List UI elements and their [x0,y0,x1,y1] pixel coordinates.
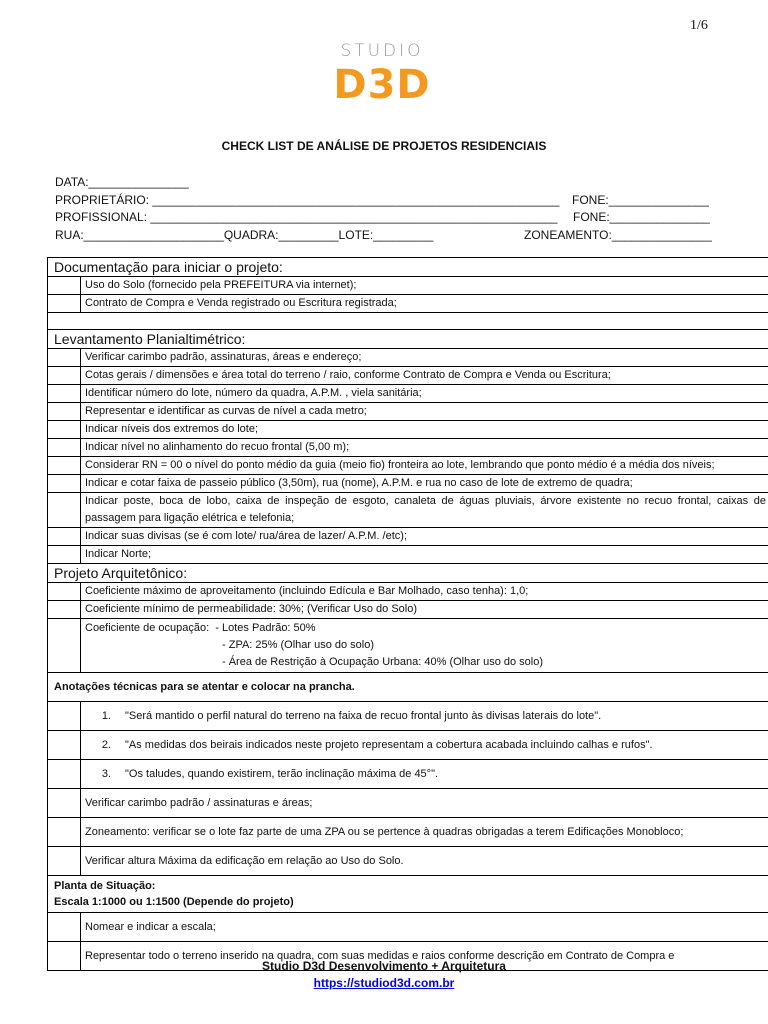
checklist-row [48,493,768,528]
checklist-row [48,403,768,421]
footer-website-link[interactable]: https://studiod3d.com.br [313,976,455,990]
section-header [48,330,768,349]
numbered-text: "Será mantido o perfil natural do terreno na faixa de recuo frontal junto às divisas laterais do lote". [125,709,602,722]
item-text: Indicar níveis dos extremos do lote; [81,421,768,439]
item-text: Contrato de Compra e Venda registrado ou Escritura registrada; [81,295,768,313]
checkbox-cell[interactable] [48,913,81,942]
item-text: Verificar carimbo padrão / assinaturas e áreas; [81,789,768,818]
checklist-table [47,257,768,971]
field-rua-quadra-lote: RUA:_____________________QUADRA:_________LOTE:_________ [55,228,434,242]
item-number: 1. [101,709,111,722]
checklist-row [48,847,768,876]
checkbox-cell[interactable] [48,789,81,818]
checkbox-cell[interactable] [48,583,81,601]
item-text: Representar todo o terreno inserido na quadra, com suas medidas e raios conforme descrição em Contrato de Compra e [81,942,768,971]
situacao-title-1: Planta de Situação: [54,880,156,892]
section-title-arquitetonico: Projeto Arquitetônico: [48,564,768,583]
item-text-ocupacao [81,619,768,673]
item-text: Representar e identificar as curvas de nível a cada metro; [81,403,768,421]
item-text: Verificar carimbo padrão, assinaturas, áreas e endereço; [81,349,768,367]
checklist-row [48,421,768,439]
field-profissional: PROFISSIONAL: _____________________________________________________________ [55,210,558,224]
svg-text:D3D: D3D [333,62,431,102]
item-number: 2. [101,738,111,751]
item-text: Coeficiente mínimo de permeabilidade: 30%; (Verificar Uso do Solo) [81,601,768,619]
section-header [48,673,768,702]
checklist-row [48,528,768,546]
checklist-row [48,349,768,367]
page-number: 1/6 [690,18,708,33]
checklist-row [48,277,768,295]
section-title-anotacoes: Anotações técnicas para se atentar e colocar na prancha. [48,673,768,702]
svg-text:STUDIO: STUDIO [340,41,424,61]
situacao-title-2: Escala 1:1000 ou 1:1500 (Depende do projeto) [54,896,294,908]
checklist-row-ocupacao [48,619,768,673]
item-text: Verificar altura Máxima da edificação em relação ao Uso do Solo. [81,847,768,876]
checklist-row [48,760,768,789]
checklist-row [48,385,768,403]
checklist-row [48,601,768,619]
numbered-text: "Os taludes, quando existirem, terão inclinação máxima de 45°". [125,767,439,780]
checklist-row [48,818,768,847]
checkbox-cell[interactable] [48,493,81,528]
numbered-text: "As medidas dos beirais indicados neste projeto representam a cobertura acabada incluindo calhas e rufos". [125,738,653,751]
item-text [81,702,768,731]
checkbox-cell[interactable] [48,475,81,493]
checkbox-cell[interactable] [48,295,81,313]
checkbox-cell[interactable] [48,528,81,546]
section-title-levantamento: Levantamento Planialtimétrico: [48,330,768,349]
field-fone-1: FONE:_______________ [572,193,709,207]
item-text: Identificar número do lote, número da quadra, A.P.M. , viela sanitária; [81,385,768,403]
field-fone-2: FONE:_______________ [573,210,710,224]
checkbox-cell[interactable] [48,546,81,564]
section-header [48,876,768,913]
checkbox-cell[interactable] [48,702,81,731]
item-text: Uso do Solo (fornecido pela PREFEITURA via internet); [81,277,768,295]
section-header [48,258,768,277]
checkbox-cell[interactable] [48,367,81,385]
checkbox-cell[interactable] [48,385,81,403]
checkbox-cell[interactable] [48,818,81,847]
checklist-row [48,457,768,475]
item-text: Coeficiente máximo de aproveitamento (incluindo Edícula e Bar Molhado, caso tenha): 1,0; [81,583,768,601]
spacer-row [48,313,768,330]
ocupacao-line-2: - ZPA: 25% (Olhar uso do solo) [222,639,375,651]
checklist-row [48,731,768,760]
checklist-row [48,439,768,457]
checkbox-cell[interactable] [48,349,81,367]
section-title-documentacao: Documentação para iniciar o projeto: [48,258,768,277]
section-header [48,564,768,583]
ocupacao-line-1: - Lotes Padrão: 50% [215,622,316,634]
item-text [81,760,768,789]
checklist-row [48,789,768,818]
footer-company-name: Studio D3d Desenvolvimento + Arquitetura [262,959,506,973]
section-title-situacao [48,876,768,913]
item-text: Nomear e indicar a escala; [81,913,768,942]
checkbox-cell[interactable] [48,601,81,619]
field-proprietario: PROPRIETÁRIO: _____________________________________________________________ [55,193,560,207]
ocupacao-line-3: - Área de Restrição à Ocupação Urbana: 40% (Olhar uso do solo) [222,656,543,668]
checkbox-cell[interactable] [48,277,81,295]
checklist-row [48,475,768,493]
checkbox-cell[interactable] [48,731,81,760]
checkbox-cell[interactable] [48,847,81,876]
ocupacao-label: Coeficiente de ocupação: [85,622,210,634]
checklist-row [48,295,768,313]
document-title: CHECK LIST DE ANÁLISE DE PROJETOS RESIDENCIAIS [221,139,547,153]
field-zoneamento: ZONEAMENTO:_______________ [524,228,712,242]
checkbox-cell[interactable] [48,403,81,421]
checkbox-cell[interactable] [48,439,81,457]
checklist-row [48,702,768,731]
item-text [81,731,768,760]
checkbox-cell[interactable] [48,760,81,789]
checkbox-cell[interactable] [48,457,81,475]
item-text: Zoneamento: verificar se o lote faz parte de uma ZPA ou se pertence à quadras obrigadas a terem Edificações Monobloco; [81,818,768,847]
item-text: Indicar poste, boca de lobo, caixa de inspeção de esgoto, canaleta de águas pluviais, árvore existente no recuo frontal, caixas de passagem para ligação elétrica e telefonia; [81,493,768,528]
item-text: Indicar suas divisas (se é com lote/ rua/área de lazer/ A.P.M. /etc); [81,528,768,546]
item-text: Considerar RN = 00 o nível do ponto médio da guia (meio fio) fronteira ao lote, lembrando que ponto médio é a média dos níveis; [81,457,768,475]
checkbox-cell[interactable] [48,619,81,673]
checklist-row [48,913,768,942]
studio-d3d-logo [320,38,444,102]
item-number: 3. [101,767,111,780]
checkbox-cell[interactable] [48,421,81,439]
item-text: Cotas gerais / dimensões e área total do terreno / raio, conforme Contrato de Compra e Venda ou Escritura; [81,367,768,385]
checklist-row [48,367,768,385]
checklist-row [48,546,768,564]
item-text: Indicar Norte; [81,546,768,564]
field-data: DATA:_______________ [55,175,189,189]
checklist-row [48,583,768,601]
item-text: Indicar nível no alinhamento do recuo frontal (5,00 m); [81,439,768,457]
item-text: Indicar e cotar faixa de passeio público (3,50m), rua (nome), A.P.M. e rua no caso de lote de extremo de quadra; [81,475,768,493]
